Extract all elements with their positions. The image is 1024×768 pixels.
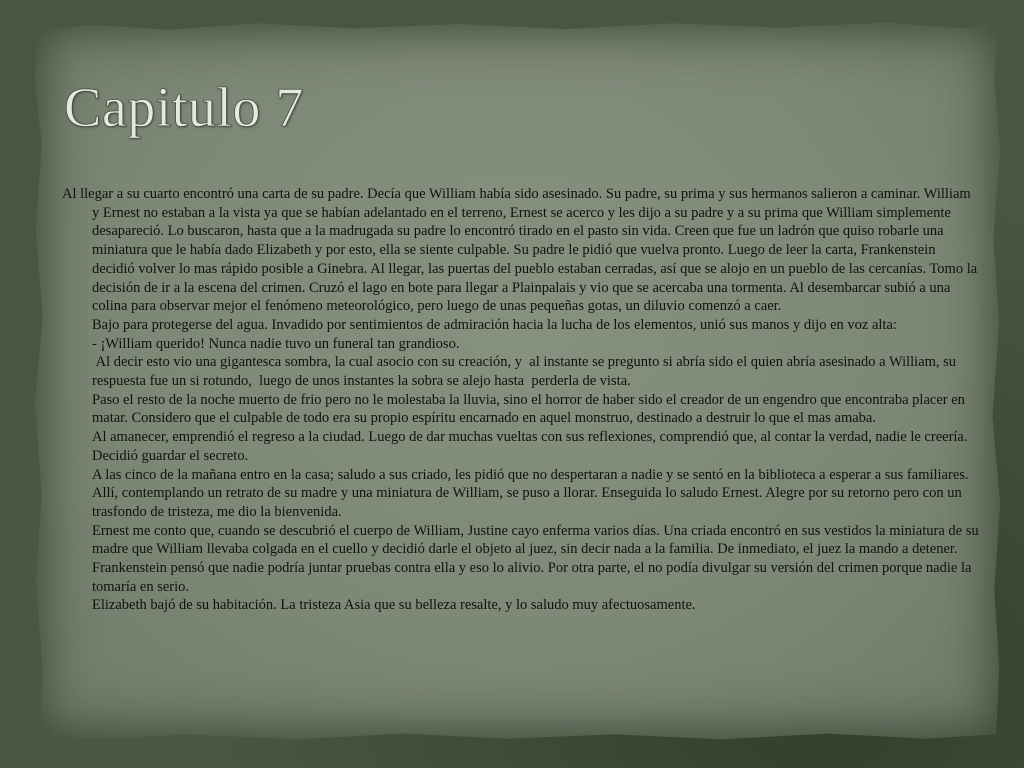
body-paragraph-4: Al decir esto vio una gigantesca sombra, la cual asocio con su creación, y al instante se pregunto si abría sido el quien abría asesinado a William, su respuesta fue un si rotundo, luego de unos instantes la sobra se alejo hasta perderla de vista. [92, 354, 960, 390]
body-paragraph-8: Ernest me conto que, cuando se descubrió el cuerpo de William, Justine cayo enferma varios días. Una criada encontró en sus vestidos la miniatura de su madre que William llevaba colgada en el cuello y decidió darle el objeto al juez, sin decir nada a la familia. De inmediato, el juez la mando a detener. [92, 522, 979, 558]
body-paragraph-5: Paso el resto de la noche muerto de frio pero no le molestaba la lluvia, sino el horror de haber sido el creador de un engendro que encontraba placer en matar. Considero que el culpable de todo era su propio espíritu encarnado en aquel monstruo, destinado a destruir lo que el mas amaba. [92, 391, 965, 427]
body-paragraph-3: - ¡William querido! Nunca nadie tuvo un funeral tan grandioso. [92, 335, 460, 352]
slide-title: Capitulo 7 [64, 77, 304, 139]
body-paragraph-2: Bajo para protegerse del agua. Invadido por sentimientos de admiración hacia la lucha de los elementos, unió sus manos y dijo en voz alta: [92, 316, 897, 333]
body-paragraph-9: Frankenstein pensó que nadie podría juntar pruebas contra ella y eso lo alivio. Por otra parte, el no podía divulgar su versión del crimen porque nadie la tomaría en serio. [92, 560, 972, 595]
body-paragraph-6: Al amanecer, emprendió el regreso a la ciudad. Luego de dar muchas vueltas con sus reflexiones, comprendió que, al contar la verdad, nadie le creería. Decidió guardar el secreto. [92, 429, 968, 464]
slide-body [62, 185, 980, 615]
body-paragraph-1: Al llegar a su cuarto encontró una carta de su padre. Decía que William había sido asesinado. Su padre, su prima y sus hermanos salieron a caminar. William y Ernest no estaban a la vista ya que se habían adelantado en el terreno, Ernest se acerco y les dijo a su padre y a su prima que William simplemente desapareció. Lo buscaron, hasta que a la madrugada su padre lo encontró tirado en el pasto sin vida. Creen que fue un ladrón que quiso robarle una miniatura que le había dado Elizabeth y por esto, ella se siente culpable. Su padre le pidió que vuelva pronto. Luego de leer la carta, Frankenstein decidió volver lo mas rápido posible a Ginebra. Al llegar, las puertas del pueblo estaban cerradas, así que se alojo en un pueblo de las cercanías. Tomo la decisión de ir a la escena del crimen. Cruzó el lago en bote para llegar a Plainpalais y vio que se acercaba una tormenta. Al desembarcar subió a una colina para observar mejor el fenómeno meteorológico, pero luego de unas pequeñas gotas, un diluvio comenzó a caer. [62, 186, 978, 315]
body-paragraph-7: A las cinco de la mañana entro en la casa; saludo a sus criado, les pidió que no despertaran a nadie y se sentó en la biblioteca a esperar a sus familiares. Allí, contemplando un retrato de su madre y una miniatura de William, se puso a llorar. Enseguida lo saludo Ernest. Alegre por su retorno pero con un trasfondo de tristeza, me dio la bienvenida. [92, 466, 969, 520]
body-paragraph-10: Elizabeth bajó de su habitación. La tristeza Asia que su belleza resalte, y lo saludo muy afectuosamente. [92, 597, 696, 614]
